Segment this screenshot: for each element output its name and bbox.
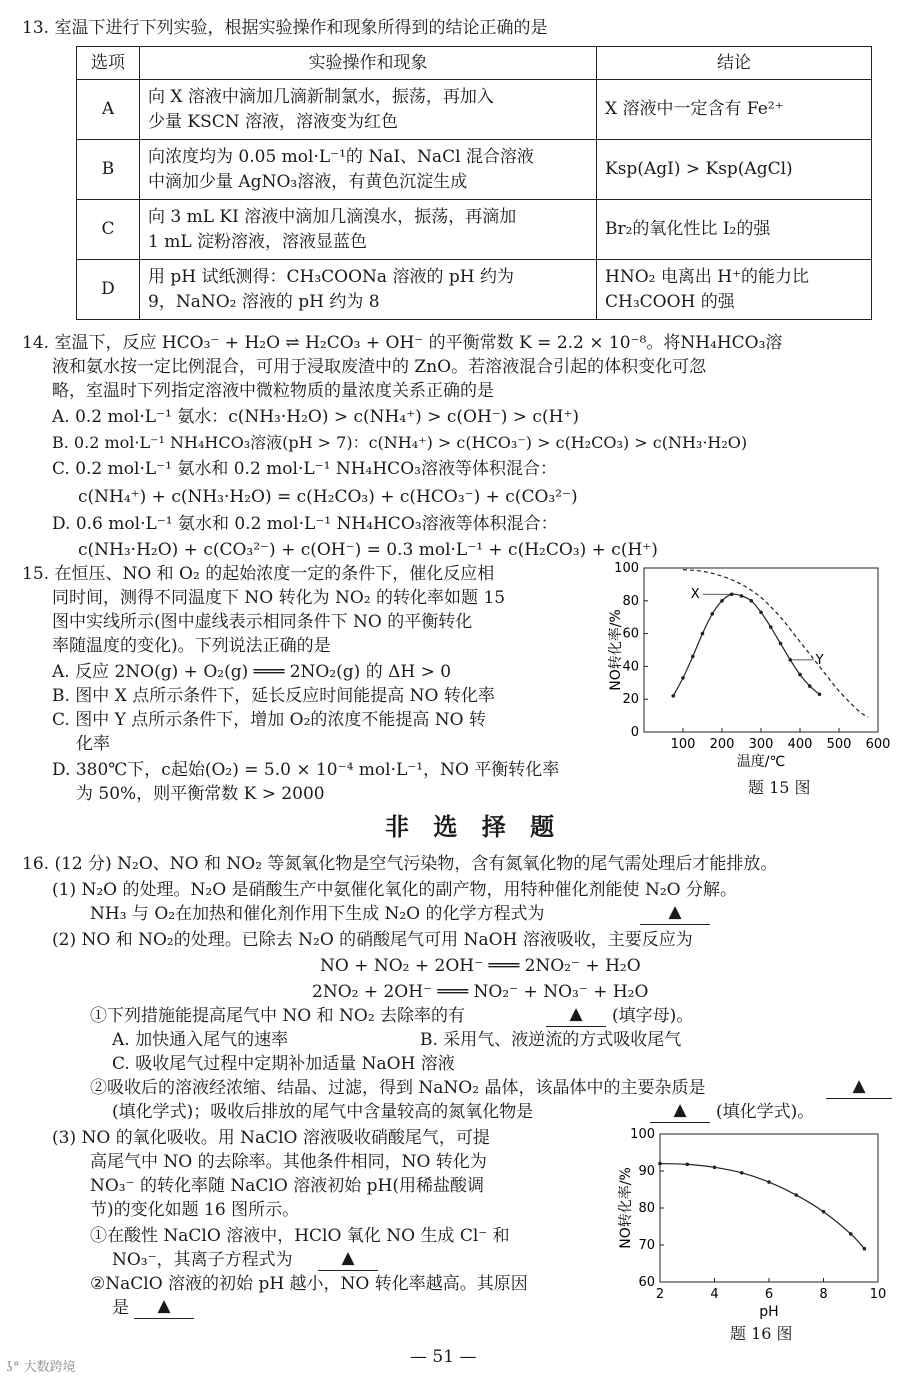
operation-line: 9，NaNO₂ 溶液的 pH 约为 8 bbox=[148, 291, 380, 312]
data-point bbox=[798, 673, 802, 677]
q14-option-d-line-1: D. 0.6 mol·L⁻¹ 氨水和 0.2 mol·L⁻¹ NH₄HCO₃溶液等体积混合： bbox=[52, 514, 558, 534]
q16-part3-question-1: ①在酸性 NaClO 溶液中，HClO 氧化 NO 生成 Cl⁻ 和 bbox=[90, 1226, 510, 1246]
watermark-icon: ʖ° bbox=[6, 1360, 20, 1375]
y-tick-label: 40 bbox=[622, 659, 639, 675]
q14-option-c-line-2: c(NH₄⁺) + c(NH₃·H₂O) = c(H₂CO₃) + c(HCO₃⁻) + c(CO₃²⁻) bbox=[78, 487, 578, 507]
data-point bbox=[720, 599, 724, 603]
data-point bbox=[701, 632, 705, 636]
q16-part2-question-2: ②吸收后的溶液经浓缩、结晶、过滤，得到 NaNO₂ 晶体，该晶体中的主要杂质是 bbox=[90, 1078, 706, 1098]
data-point bbox=[740, 1171, 744, 1175]
x-tick-label: 600 bbox=[865, 737, 891, 752]
q16-equation-1: NO + NO₂ + 2OH⁻ ═══ 2NO₂⁻ + H₂O bbox=[320, 956, 641, 976]
q16-part2-question-1-tail: (填字母)。 bbox=[612, 1006, 694, 1026]
annotation-y: Y bbox=[815, 652, 824, 668]
annotation-x: X bbox=[690, 587, 700, 603]
data-point bbox=[822, 1210, 826, 1214]
x-axis-label: pH bbox=[759, 1304, 779, 1320]
operation-line: 少量 KSCN 溶液，溶液变为红色 bbox=[148, 111, 399, 132]
y-axis-label: NO转化率/% bbox=[618, 1167, 634, 1249]
operation-line: 向 X 溶液中滴加几滴新制氯水，振荡，再加入 bbox=[148, 86, 494, 107]
q15-option-c-line-1: C. 图中 Y 点所示条件下，增加 O₂的浓度不能提高 NO 转 bbox=[52, 710, 487, 730]
plot-frame bbox=[644, 568, 878, 732]
plot-frame bbox=[660, 1134, 878, 1282]
q16-chart bbox=[612, 1122, 902, 1332]
y-tick-label: 60 bbox=[638, 1275, 655, 1290]
q16-part3-question-1-cont: NO₃⁻，其离子方程式为 bbox=[112, 1250, 293, 1270]
operation-line: 向 3 mL KI 溶液中滴加几滴溴水，振荡，再滴加 bbox=[148, 206, 517, 227]
answer-blank[interactable]: ▲ bbox=[640, 900, 710, 925]
q14-line-1: 14. 室温下，反应 HCO₃⁻ + H₂O ⇌ H₂CO₃ + OH⁻ 的平衡常数 K = 2.2 × 10⁻⁸。将NH₄HCO₃溶 bbox=[22, 333, 783, 353]
section-heading: 非 选 择 题 bbox=[385, 812, 563, 841]
q16-chart-caption: 题 16 图 bbox=[730, 1324, 793, 1343]
q16-part3-line-1: (3) NO 的氧化吸收。用 NaClO 溶液吸收硝酸尾气，可提 bbox=[52, 1128, 490, 1148]
q15-chart bbox=[608, 560, 908, 800]
answer-blank[interactable]: ▲ bbox=[134, 1294, 194, 1319]
table-row bbox=[77, 200, 872, 260]
data-point bbox=[779, 642, 783, 646]
page-number: — 51 — bbox=[410, 1347, 477, 1367]
x-axis-label: 温度/℃ bbox=[736, 754, 786, 770]
x-tick-label: 10 bbox=[869, 1287, 887, 1302]
y-tick-label: 0 bbox=[630, 725, 639, 740]
answer-blank[interactable]: ▲ bbox=[546, 1002, 606, 1027]
data-point bbox=[808, 684, 812, 688]
q16-line-1: 16. (12 分) N₂O、NO 和 NO₂ 等氮氧化物是空气污染物，含有氮氧化物的尾气需处理后才能排放。 bbox=[22, 854, 778, 874]
q14-option-a: A. 0.2 mol·L⁻¹ 氨水：c(NH₃·H₂O) > c(NH₄⁺) > c(OH⁻) > c(H⁺) bbox=[52, 407, 580, 427]
watermark-logo bbox=[6, 1356, 76, 1380]
y-tick-label: 90 bbox=[638, 1164, 655, 1179]
data-point bbox=[759, 610, 763, 614]
series-line-dashed bbox=[683, 570, 868, 718]
q16-part3-question-2: ②NaClO 溶液的初始 pH 越小，NO 转化率越高。其原因 bbox=[90, 1274, 528, 1294]
q15-option-c-line-2: 化率 bbox=[76, 734, 110, 754]
data-point bbox=[849, 1232, 853, 1236]
watermark-text: 大数跨境 bbox=[23, 1360, 76, 1375]
y-tick-label: 80 bbox=[622, 593, 639, 609]
conclusion-text: Ksp(AgI) > Ksp(AgCl) bbox=[605, 159, 793, 179]
data-point bbox=[671, 694, 675, 698]
watermark-school-name: ⠀ bbox=[245, 197, 302, 273]
q14-option-c-line-1: C. 0.2 mol·L⁻¹ 氨水和 0.2 mol·L⁻¹ NH₄HCO₃溶液等体积混合： bbox=[52, 459, 557, 479]
option-label: D bbox=[77, 260, 140, 320]
q16-choice-c: C. 吸收尾气过程中定期补加适量 NaOH 溶液 bbox=[112, 1054, 455, 1074]
q14-option-b: B. 0.2 mol·L⁻¹ NH₄HCO₃溶液(pH > 7)：c(NH₄⁺) > c(HCO₃⁻) > c(H₂CO₃) > c(NH₃·H₂O) bbox=[52, 433, 748, 452]
q13-header-operation: 实验操作和现象 bbox=[140, 47, 597, 80]
operation-line: 中滴加少量 AgNO₃溶液，有黄色沉淀生成 bbox=[148, 171, 468, 192]
q14-line-3: 略，室温时下列指定溶液中微粒物质的量浓度关系正确的是 bbox=[52, 381, 494, 401]
operation-line: 用 pH 试纸测得：CH₃COONa 溶液的 pH 约为 bbox=[148, 266, 514, 287]
y-axis-label: NO转化率/% bbox=[608, 609, 624, 691]
data-point bbox=[658, 1162, 662, 1166]
y-tick-label: 60 bbox=[622, 626, 639, 642]
x-tick-label: 200 bbox=[709, 737, 735, 752]
q16-part2-question-2-tail: (填化学式)。 bbox=[716, 1102, 815, 1122]
y-tick-label: 100 bbox=[614, 561, 639, 576]
option-label: A bbox=[77, 80, 140, 140]
q15-chart-caption: 题 15 图 bbox=[748, 778, 811, 797]
table-row bbox=[77, 260, 872, 320]
q16-choice-a: A. 加快通入尾气的速率 bbox=[112, 1030, 289, 1050]
y-tick-label: 100 bbox=[630, 1127, 655, 1142]
q13-table bbox=[76, 46, 872, 320]
option-label: C bbox=[77, 200, 140, 260]
table-row bbox=[77, 140, 872, 200]
q16-part2-line-1: (2) NO 和 NO₂的处理。已除去 N₂O 的硝酸尾气可用 NaOH 溶液吸收，主要反应为 bbox=[52, 930, 693, 950]
q15-line-4: 率随温度的变化)。下列说法正确的是 bbox=[52, 636, 331, 656]
q15-option-a: A. 反应 2NO(g) + O₂(g) ═══ 2NO₂(g) 的 ΔH > 0 bbox=[52, 662, 452, 682]
q15-line-1: 15. 在恒压、NO 和 O₂ 的起始浓度一定的条件下，催化反应相 bbox=[22, 564, 495, 584]
answer-blank[interactable]: ▲ bbox=[826, 1074, 892, 1099]
q14-line-2: 液和氨水按一定比例混合，可用于浸取废渣中的 ZnO。若溶液混合引起的体积变化可忽 bbox=[52, 357, 707, 377]
x-tick-label: 8 bbox=[819, 1287, 828, 1302]
q13-header-conclusion: 结论 bbox=[597, 47, 872, 80]
data-point bbox=[685, 1163, 689, 1167]
y-tick-label: 70 bbox=[638, 1238, 655, 1253]
q16-part1-line-1: (1) N₂O 的处理。N₂O 是硝酸生产中氨催化氧化的副产物，用特种催化剂能使 N₂O 分解。 bbox=[52, 880, 737, 900]
series-line bbox=[660, 1164, 864, 1249]
q16-part3-line-4: 节)的变化如题 16 图所示。 bbox=[90, 1200, 300, 1220]
y-tick-label: 80 bbox=[638, 1201, 655, 1216]
data-point bbox=[863, 1247, 867, 1251]
data-point bbox=[710, 612, 714, 616]
conclusion-text: X 溶液中一定含有 Fe²⁺ bbox=[605, 99, 784, 119]
x-tick-label: 2 bbox=[655, 1287, 665, 1302]
conclusion-text: Br₂的氧化性比 I₂的强 bbox=[605, 219, 771, 239]
q16-part2-question-2-cont: (填化学式)；吸收后排放的尾气中含量较高的氮氧化物是 bbox=[112, 1102, 534, 1122]
q16-equation-2: 2NO₂ + 2OH⁻ ═══ NO₂⁻ + NO₃⁻ + H₂O bbox=[312, 982, 649, 1002]
answer-blank[interactable]: ▲ bbox=[650, 1098, 710, 1123]
data-point bbox=[749, 599, 753, 603]
q16-part3-question-2-cont: 是 bbox=[112, 1298, 129, 1318]
option-label: B bbox=[77, 140, 140, 200]
q16-part3-line-3: NO₃⁻ 的转化率随 NaClO 溶液初始 pH(用稀盐酸调 bbox=[90, 1176, 484, 1196]
q16-part3-line-2: 高尾气中 NO 的去除率。其他条件相同，NO 转化为 bbox=[90, 1152, 487, 1172]
q15-option-b: B. 图中 X 点所示条件下，延长反应时间能提高 NO 转化率 bbox=[52, 686, 495, 706]
x-tick-label: 4 bbox=[710, 1287, 719, 1302]
data-point bbox=[691, 655, 695, 659]
x-tick-label: 400 bbox=[787, 737, 813, 752]
q16-choice-b: B. 采用气、液逆流的方式吸收尾气 bbox=[420, 1030, 682, 1050]
operation-line: 1 mL 淀粉溶液，溶液显蓝色 bbox=[148, 231, 368, 252]
conclusion-text: CH₃COOH 的强 bbox=[605, 291, 735, 312]
q16-part2-question-1: ①下列措施能提高尾气中 NO 和 NO₂ 去除率的有 bbox=[90, 1006, 466, 1026]
x-tick-label: 300 bbox=[748, 737, 774, 752]
data-point bbox=[740, 594, 744, 598]
table-row bbox=[77, 80, 872, 140]
data-point bbox=[818, 692, 822, 696]
data-point bbox=[767, 1180, 771, 1184]
data-point bbox=[681, 676, 685, 680]
x-tick-label: 6 bbox=[764, 1287, 774, 1302]
answer-blank[interactable]: ▲ bbox=[318, 1246, 378, 1271]
q16-part1-line-2: NH₃ 与 O₂在加热和催化剂作用下生成 N₂O 的化学方程式为 bbox=[90, 904, 545, 924]
y-tick-label: 20 bbox=[622, 692, 639, 708]
q15-line-3: 图中实线所示(图中虚线表示相同条件下 NO 的平衡转化 bbox=[52, 612, 473, 632]
q13-stem: 13. 室温下进行下列实验，根据实验操作和现象所得到的结论正确的是 bbox=[22, 18, 548, 38]
q13-header-option: 选项 bbox=[77, 47, 140, 80]
q14-option-d-line-2: c(NH₃·H₂O) + c(CO₃²⁻) + c(OH⁻) = 0.3 mol·L⁻¹ + c(H₂CO₃) + c(H⁺) bbox=[78, 540, 658, 560]
operation-line: 向浓度均为 0.05 mol·L⁻¹的 NaI、NaCl 混合溶液 bbox=[148, 146, 534, 167]
q15-line-2: 同时间，测得不同温度下 NO 转化为 NO₂ 的转化率如题 15 bbox=[52, 588, 506, 608]
data-point bbox=[794, 1193, 798, 1197]
data-point bbox=[769, 625, 773, 629]
q15-option-d-line-1: D. 380℃下，c起始(O₂) = 5.0 × 10⁻⁴ mol·L⁻¹，NO 平衡转化率 bbox=[52, 760, 560, 780]
q15-option-d-line-2: 为 50%，则平衡常数 K > 2000 bbox=[76, 784, 325, 804]
series-line bbox=[673, 594, 819, 696]
x-tick-label: 100 bbox=[670, 737, 696, 752]
data-point bbox=[713, 1166, 717, 1170]
x-tick-label: 500 bbox=[826, 737, 852, 752]
conclusion-text: HNO₂ 电离出 H⁺的能力比 bbox=[605, 266, 810, 287]
